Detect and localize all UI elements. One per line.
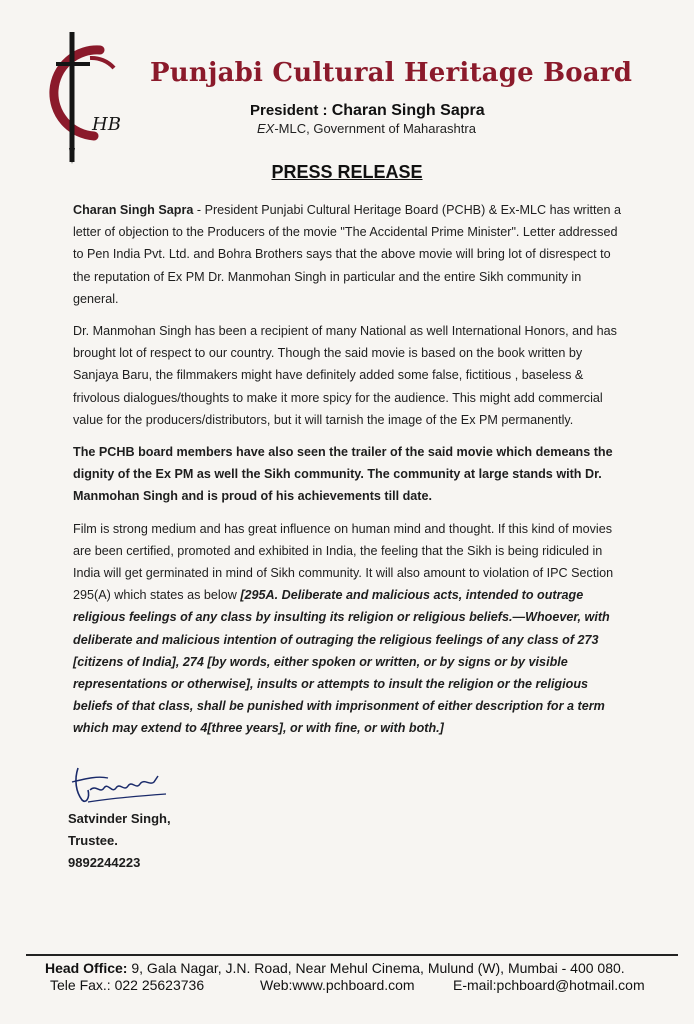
footer-tele-fax: Tele Fax.: 022 25623736 — [50, 977, 205, 993]
paragraph-1-lead: Charan Singh Sapra — [73, 203, 194, 217]
subtitle-ex: EX — [257, 121, 275, 136]
subtitle-rest: -MLC, Government of Maharashtra — [274, 121, 476, 136]
signatory-block — [68, 808, 171, 874]
signatory-phone: 9892244223 — [68, 855, 141, 870]
president-subtitle — [257, 121, 657, 136]
paragraph-4-text: Film is strong medium and has great influence on human mind and thought. If this kind of movies are been certified, promoted and exhibited in India, the feeling that the Sikh is being ridiculed in India will get germinated in mind of Sikh community. It will also amount to violation of IPC Section 295(A) which states as below — [73, 521, 614, 603]
paragraph-2: Dr. Manmohan Singh has been a recipient of many National as well International Honors, and has brought lot of respect to our country. Though the said movie is based on the book written by Sanjaya Baru, the filmmakers might have definitely added some false, fictitious , baseless & frivolous dialogues/thoughts to make it more spicy for the audience. This might add commercial value for the producers/distributors, but it will tarnish the image of the Ex PM permanently. — [73, 324, 617, 427]
paragraph-4 — [73, 518, 623, 740]
head-office-label: Head Office: — [45, 960, 128, 976]
signatory-title: Trustee. — [68, 833, 118, 848]
logo-monogram: HB — [92, 114, 121, 135]
release-body — [73, 199, 623, 750]
paragraph-1 — [73, 199, 623, 310]
footer-email: E-mail:pchboard@hotmail.com — [453, 977, 645, 993]
ipc-295a-quote: [295A. Deliberate and malicious acts, intended to outrage religious feelings of any class by insulting its religion or religious beliefs.—Whoever, with deliberate and malicious intention of outraging the religious feelings of any class of 273 [citizens of India], 274 [by words, either spoken or written, or by signs or by visible representations or otherwise], insults or attempts to insult the religion or the religious beliefs of that class, shall be punished with imprisonment of either description for a term which may extend to 4[three years], or with fine, or with both.] — [73, 588, 610, 736]
pchb-logo-icon — [30, 28, 148, 166]
paragraph-1-text: - President Punjabi Cultural Heritage Board (PCHB) & Ex-MLC has written a letter of objection to the Producers of the movie "The Accidental Prime Minister". Letter addressed to Pen India Pvt. Ltd. and Bohra Brothers says that the above movie will bring lot of disrespect to the reputation of Ex PM Dr. Manmohan Singh in particular and the entire Sikh community in general. — [73, 203, 622, 306]
paragraph-3: The PCHB board members have also seen the trailer of the said movie which demeans the dignity of the Ex PM as well the Sikh community. The community at large stands with Dr. Manmohan Singh and is proud of his achievements till date. — [73, 445, 613, 504]
president-name: Charan Singh Sapra — [331, 102, 485, 119]
org-name: Punjabi Cultural Heritage Board — [150, 58, 633, 88]
head-office-address: 9, Gala Nagar, J.N. Road, Near Mehul Cinema, Mulund (W), Mumbai - 400 080. — [127, 960, 625, 976]
handwritten-signature-icon — [68, 760, 178, 808]
footer-website: Web:www.pchboard.com — [260, 977, 415, 993]
signatory-name: Satvinder Singh, — [68, 811, 171, 826]
footer-address — [45, 960, 685, 976]
page-title: PRESS RELEASE — [271, 162, 423, 182]
president-label: President : — [250, 102, 332, 119]
footer-divider — [26, 954, 678, 956]
footer-contacts — [50, 977, 670, 993]
president-line — [250, 102, 670, 120]
